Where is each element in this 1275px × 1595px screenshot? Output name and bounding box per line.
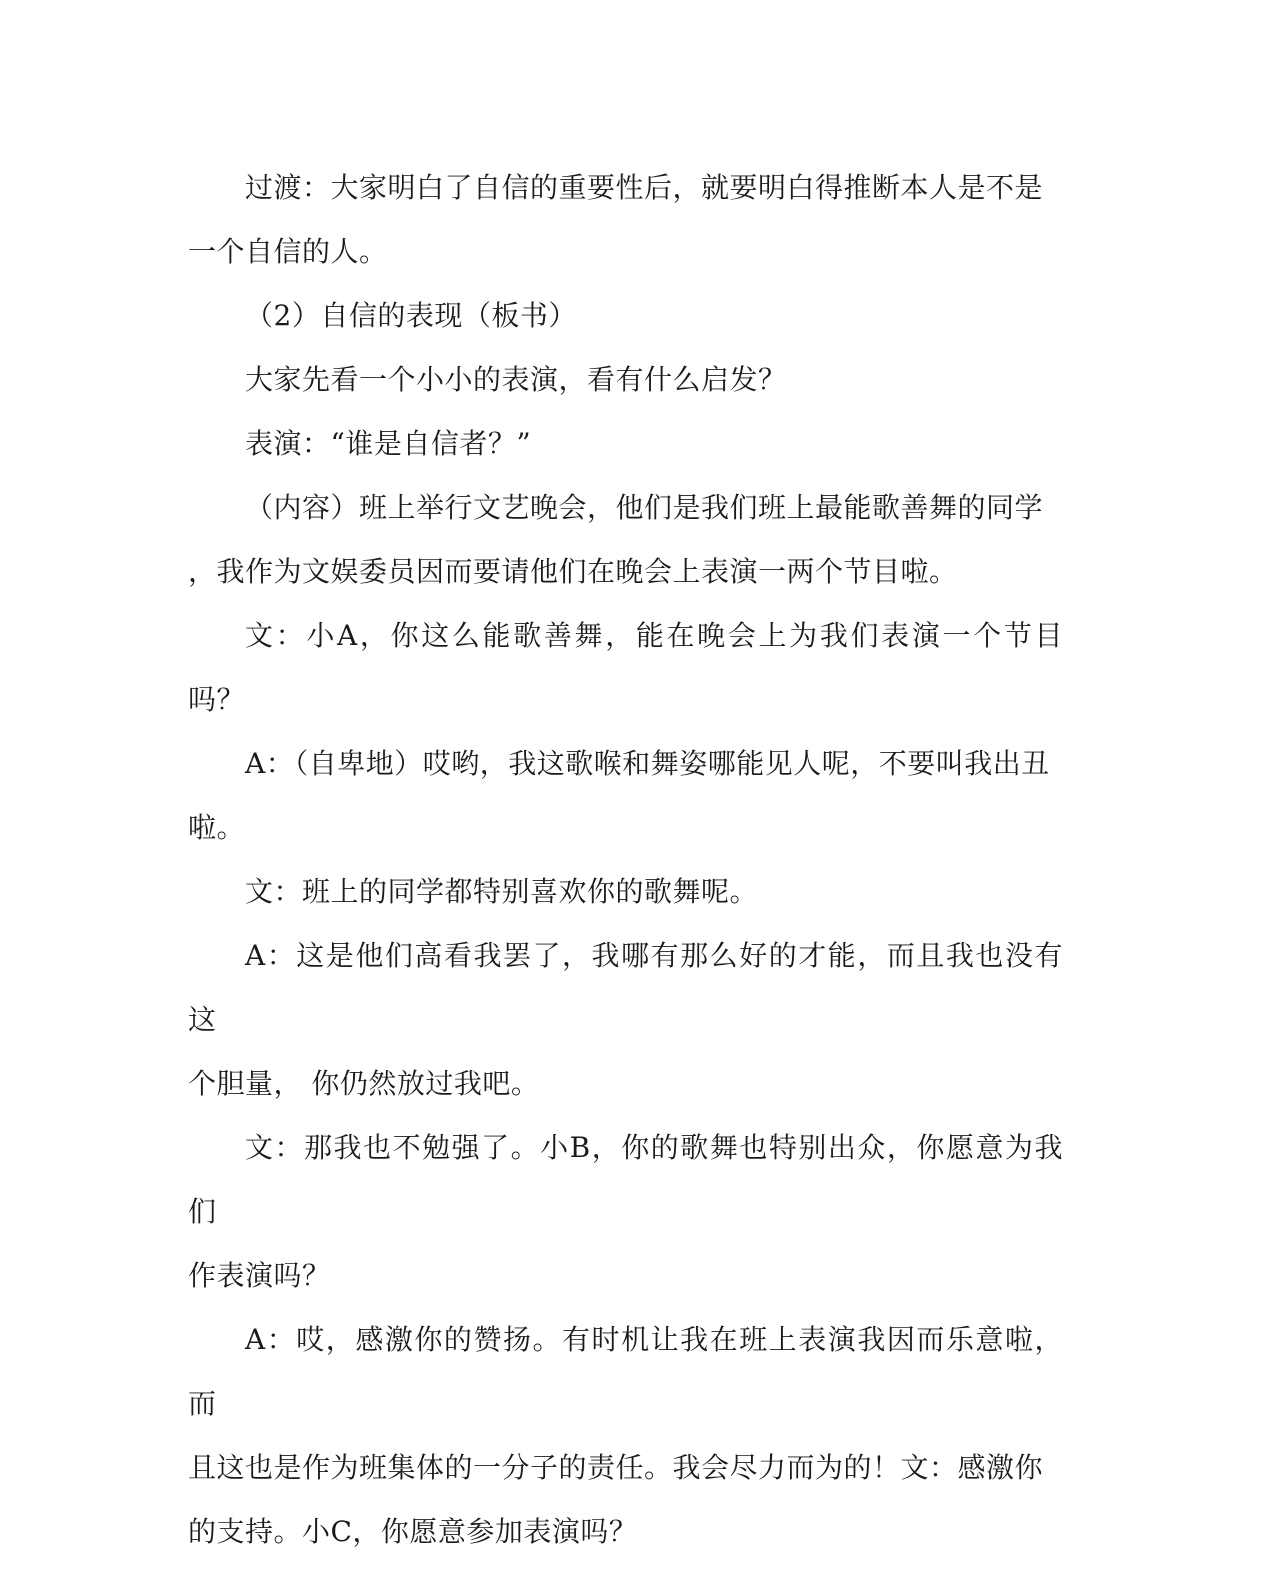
paragraph-content: [188, 476, 1063, 604]
paragraph-line: 大家先看一个小小的表演，看有什么启发？: [245, 363, 787, 396]
paragraph-line: 的支持。小C，你愿意参加表演吗？: [188, 1515, 638, 1548]
paragraph-section-heading: [188, 284, 1063, 348]
paragraph-dialogue-6: [188, 1308, 1063, 1564]
paragraph-line: 且这也是作为班集体的一分子的责任。我会尽力而为的！文：感激你: [188, 1451, 1044, 1484]
paragraph-line: A：这是他们高看我罢了，我哪有那么好的才能，而且我也没有这: [188, 939, 1063, 1036]
paragraph-dialogue-1: [188, 604, 1063, 732]
paragraph-line: ，我作为文娱委员因而要请他们在晚会上表演一两个节目啦。: [188, 555, 958, 588]
paragraph-line: 表演：“谁是自信者？”: [245, 427, 532, 460]
paragraph-line: A：（自卑地）哎哟，我这歌喉和舞姿哪能见人呢，不要叫我出丑: [245, 747, 1050, 780]
paragraph-line: 文：小A，你这么能歌善舞，能在晚会上为我们表演一个节目吗？: [188, 619, 1063, 716]
paragraph-line: 一个自信的人。: [188, 235, 388, 268]
paragraph-line: 过渡：大家明白了自信的重要性后，就要明白得推断本人是不是: [245, 171, 1044, 204]
paragraph-line: 作表演吗？: [188, 1259, 331, 1292]
paragraph-performance-title: [188, 412, 1063, 476]
paragraph-line: 文：那我也不勉强了。小B，你的歌舞也特别出众，你愿意为我们: [188, 1131, 1063, 1228]
paragraph-dialogue-5: [188, 1116, 1063, 1308]
paragraph-dialogue-3: [188, 860, 1063, 924]
paragraph-dialogue-4: [188, 924, 1063, 1116]
paragraph-dialogue-2: [188, 732, 1063, 860]
section-heading: （2）自信的表现（板书）: [245, 299, 577, 332]
paragraph-line: A：哎，感激你的赞扬。有时机让我在班上表演我因而乐意啦，而: [188, 1323, 1063, 1420]
paragraph-line: 个胆量， 你仍然放过我吧。: [188, 1067, 540, 1100]
document-body: [188, 156, 1063, 1564]
paragraph-line: 文：班上的同学都特别喜欢你的歌舞呢。: [245, 875, 759, 908]
paragraph-intro: [188, 348, 1063, 412]
paragraph-transition: [188, 156, 1063, 284]
paragraph-line: 啦。: [188, 811, 246, 844]
paragraph-line: （内容）班上举行文艺晚会，他们是我们班上最能歌善舞的同学: [245, 491, 1044, 524]
